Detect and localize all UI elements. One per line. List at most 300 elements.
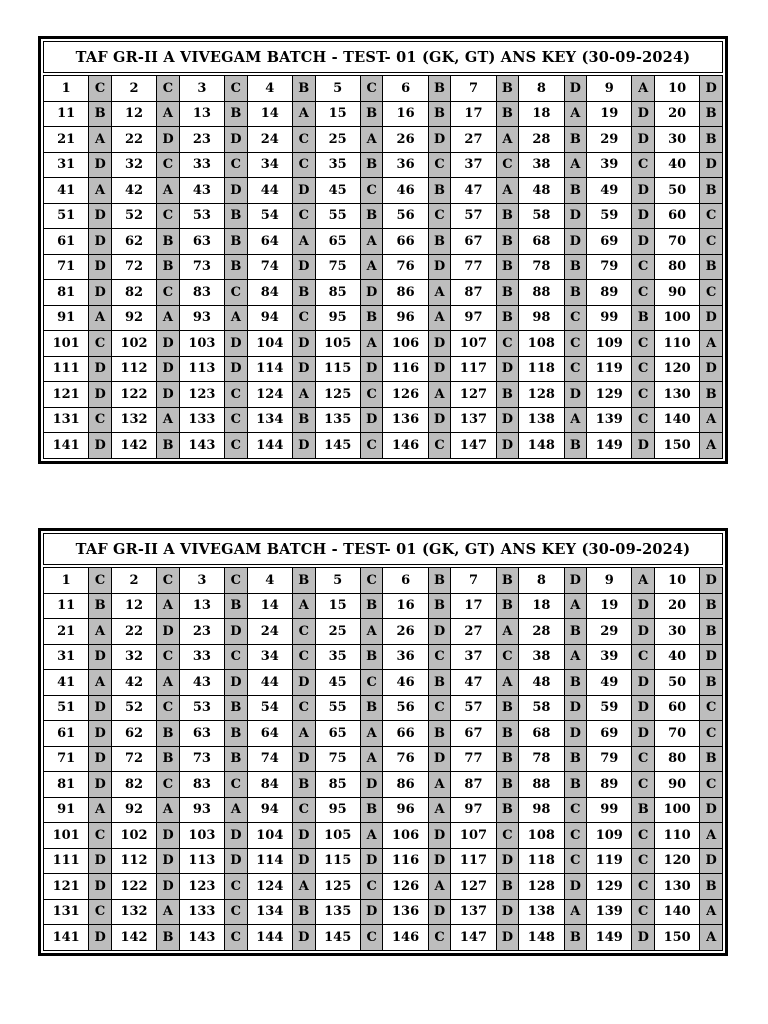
answer-option-cell: A [496, 178, 519, 204]
question-number-cell: 138 [519, 407, 564, 433]
question-number-cell: 109 [587, 823, 632, 849]
question-number-cell: 112 [111, 848, 156, 874]
question-number-cell: 22 [111, 127, 156, 153]
answer-option-cell: D [564, 721, 587, 747]
answer-option-cell: A [360, 721, 383, 747]
answer-row [44, 593, 723, 619]
question-number-cell: 92 [111, 797, 156, 823]
answer-option-cell: C [225, 874, 248, 900]
answer-row [44, 101, 723, 127]
answer-option-cell: D [428, 331, 451, 357]
question-number-cell: 58 [519, 203, 564, 229]
answer-option-cell: B [360, 152, 383, 178]
answer-option-cell: A [700, 823, 723, 849]
question-number-cell: 137 [451, 899, 496, 925]
answer-option-cell: C [225, 644, 248, 670]
answer-option-cell: D [428, 254, 451, 280]
answer-option-cell: D [225, 823, 248, 849]
answer-option-cell: B [564, 925, 587, 951]
answer-option-cell: B [700, 178, 723, 204]
answer-option-cell: A [700, 331, 723, 357]
question-number-cell: 119 [587, 848, 632, 874]
answer-option-cell: D [496, 407, 519, 433]
answer-option-cell: C [632, 331, 655, 357]
question-number-cell: 145 [315, 433, 360, 459]
question-number-cell: 143 [179, 433, 224, 459]
question-number-cell: 3 [179, 568, 224, 594]
question-number-cell: 119 [587, 356, 632, 382]
question-number-cell: 113 [179, 848, 224, 874]
question-number-cell: 117 [451, 356, 496, 382]
question-number-cell: 100 [655, 305, 700, 331]
answer-option-cell: B [564, 127, 587, 153]
answer-row [44, 127, 723, 153]
question-number-cell: 35 [315, 644, 360, 670]
question-number-cell: 86 [383, 772, 428, 798]
answer-option-cell: C [632, 823, 655, 849]
question-number-cell: 111 [44, 356, 89, 382]
answer-option-cell: D [632, 721, 655, 747]
answer-option-cell: D [360, 772, 383, 798]
question-number-cell: 45 [315, 670, 360, 696]
question-number-cell: 79 [587, 746, 632, 772]
answer-option-cell: A [496, 127, 519, 153]
answer-option-cell: C [632, 746, 655, 772]
question-number-cell: 98 [519, 305, 564, 331]
answer-option-cell: D [700, 152, 723, 178]
question-number-cell: 146 [383, 433, 428, 459]
answer-option-cell: C [157, 76, 180, 102]
question-number-cell: 75 [315, 254, 360, 280]
question-number-cell: 114 [247, 356, 292, 382]
question-number-cell: 97 [451, 797, 496, 823]
question-number-cell: 48 [519, 178, 564, 204]
question-number-cell: 6 [383, 76, 428, 102]
question-number-cell: 127 [451, 874, 496, 900]
question-number-cell: 25 [315, 619, 360, 645]
question-number-cell: 94 [247, 305, 292, 331]
question-number-cell: 104 [247, 331, 292, 357]
question-number-cell: 60 [655, 695, 700, 721]
question-number-cell: 134 [247, 407, 292, 433]
question-number-cell: 124 [247, 874, 292, 900]
question-number-cell: 62 [111, 721, 156, 747]
question-number-cell: 83 [179, 772, 224, 798]
question-number-cell: 73 [179, 254, 224, 280]
question-number-cell: 140 [655, 407, 700, 433]
answer-option-cell: D [632, 670, 655, 696]
question-number-cell: 130 [655, 874, 700, 900]
answer-option-cell: D [632, 178, 655, 204]
answer-option-cell: B [700, 874, 723, 900]
answer-option-cell: C [428, 925, 451, 951]
question-number-cell: 30 [655, 127, 700, 153]
question-number-cell: 26 [383, 127, 428, 153]
question-number-cell: 14 [247, 101, 292, 127]
question-number-cell: 45 [315, 178, 360, 204]
answer-option-cell: D [564, 76, 587, 102]
question-number-cell: 129 [587, 382, 632, 408]
answer-option-cell: D [564, 695, 587, 721]
answer-option-cell: B [360, 797, 383, 823]
answer-option-cell: A [564, 593, 587, 619]
question-number-cell: 66 [383, 229, 428, 255]
answer-option-cell: A [700, 899, 723, 925]
answer-option-cell: D [496, 925, 519, 951]
question-number-cell: 140 [655, 899, 700, 925]
question-number-cell: 89 [587, 772, 632, 798]
answer-option-cell: D [632, 127, 655, 153]
answer-option-cell: A [428, 280, 451, 306]
question-number-cell: 132 [111, 407, 156, 433]
question-number-cell: 74 [247, 746, 292, 772]
question-number-cell: 139 [587, 407, 632, 433]
question-number-cell: 5 [315, 76, 360, 102]
question-number-cell: 113 [179, 356, 224, 382]
answer-option-cell: D [225, 848, 248, 874]
question-number-cell: 124 [247, 382, 292, 408]
question-number-cell: 8 [519, 76, 564, 102]
answer-option-cell: C [292, 797, 315, 823]
answer-key-card-2 [38, 528, 728, 956]
question-number-cell: 17 [451, 101, 496, 127]
question-number-cell: 53 [179, 695, 224, 721]
question-number-cell: 3 [179, 76, 224, 102]
answer-option-cell: C [157, 695, 180, 721]
question-number-cell: 98 [519, 797, 564, 823]
answer-option-cell: D [225, 331, 248, 357]
question-number-cell: 123 [179, 874, 224, 900]
answer-option-cell: C [225, 899, 248, 925]
question-number-cell: 91 [44, 305, 89, 331]
question-number-cell: 80 [655, 254, 700, 280]
answer-option-cell: B [157, 433, 180, 459]
answer-option-cell: C [225, 152, 248, 178]
answer-option-cell: C [89, 76, 112, 102]
question-number-cell: 70 [655, 721, 700, 747]
question-number-cell: 95 [315, 305, 360, 331]
question-number-cell: 122 [111, 874, 156, 900]
question-number-cell: 131 [44, 407, 89, 433]
question-number-cell: 88 [519, 280, 564, 306]
question-number-cell: 134 [247, 899, 292, 925]
answer-option-cell: A [360, 127, 383, 153]
question-number-cell: 15 [315, 593, 360, 619]
answer-option-cell: D [564, 229, 587, 255]
answer-option-cell: C [360, 568, 383, 594]
answer-option-cell: D [89, 152, 112, 178]
answer-option-cell: C [360, 670, 383, 696]
answer-option-cell: A [360, 229, 383, 255]
question-number-cell: 77 [451, 746, 496, 772]
question-number-cell: 93 [179, 305, 224, 331]
answer-option-cell: D [700, 644, 723, 670]
question-number-cell: 35 [315, 152, 360, 178]
question-number-cell: 116 [383, 848, 428, 874]
answer-option-cell: C [360, 76, 383, 102]
answer-option-cell: A [157, 670, 180, 696]
question-number-cell: 23 [179, 619, 224, 645]
question-number-cell: 118 [519, 356, 564, 382]
question-number-cell: 97 [451, 305, 496, 331]
answer-option-cell: C [700, 695, 723, 721]
question-number-cell: 102 [111, 823, 156, 849]
question-number-cell: 136 [383, 407, 428, 433]
answer-option-cell: C [700, 203, 723, 229]
answer-option-cell: D [700, 848, 723, 874]
answer-option-cell: B [496, 721, 519, 747]
answer-option-cell: A [564, 101, 587, 127]
answer-option-cell: C [428, 203, 451, 229]
question-number-cell: 4 [247, 76, 292, 102]
question-number-cell: 135 [315, 899, 360, 925]
question-number-cell: 12 [111, 101, 156, 127]
answer-option-cell: D [632, 433, 655, 459]
answer-option-cell: A [700, 407, 723, 433]
question-number-cell: 78 [519, 254, 564, 280]
answer-option-cell: D [292, 925, 315, 951]
question-number-cell: 9 [587, 76, 632, 102]
answer-option-cell: B [564, 746, 587, 772]
answer-option-cell: B [360, 305, 383, 331]
question-number-cell: 106 [383, 331, 428, 357]
answer-option-cell: B [564, 433, 587, 459]
question-number-cell: 46 [383, 670, 428, 696]
answer-option-cell: B [428, 721, 451, 747]
question-number-cell: 141 [44, 433, 89, 459]
question-number-cell: 10 [655, 568, 700, 594]
question-number-cell: 150 [655, 925, 700, 951]
answer-option-cell: D [632, 619, 655, 645]
question-number-cell: 120 [655, 356, 700, 382]
answer-option-cell: B [157, 721, 180, 747]
answer-option-cell: A [157, 899, 180, 925]
answer-option-cell: C [292, 305, 315, 331]
answer-option-cell: A [428, 797, 451, 823]
question-number-cell: 55 [315, 695, 360, 721]
answer-option-cell: D [496, 848, 519, 874]
question-number-cell: 149 [587, 925, 632, 951]
question-number-cell: 72 [111, 254, 156, 280]
question-number-cell: 26 [383, 619, 428, 645]
question-number-cell: 84 [247, 772, 292, 798]
answer-option-cell: B [700, 382, 723, 408]
question-number-cell: 10 [655, 76, 700, 102]
question-number-cell: 68 [519, 721, 564, 747]
question-number-cell: 76 [383, 746, 428, 772]
question-number-cell: 44 [247, 670, 292, 696]
answer-row [44, 644, 723, 670]
answer-option-cell: D [292, 746, 315, 772]
answer-option-cell: A [157, 305, 180, 331]
question-number-cell: 116 [383, 356, 428, 382]
question-number-cell: 36 [383, 152, 428, 178]
answer-option-cell: C [225, 280, 248, 306]
answer-row [44, 823, 723, 849]
question-number-cell: 96 [383, 305, 428, 331]
answer-option-cell: A [225, 797, 248, 823]
question-number-cell: 81 [44, 280, 89, 306]
answer-option-cell: B [632, 305, 655, 331]
answer-option-cell: C [360, 874, 383, 900]
question-number-cell: 71 [44, 746, 89, 772]
question-number-cell: 65 [315, 721, 360, 747]
answer-row [44, 331, 723, 357]
answer-option-cell: B [496, 101, 519, 127]
question-number-cell: 33 [179, 152, 224, 178]
answer-option-cell: D [360, 848, 383, 874]
question-number-cell: 13 [179, 593, 224, 619]
answer-row [44, 254, 723, 280]
question-number-cell: 63 [179, 229, 224, 255]
question-number-cell: 136 [383, 899, 428, 925]
answer-option-cell: B [700, 746, 723, 772]
answer-row [44, 619, 723, 645]
answer-option-cell: C [225, 925, 248, 951]
answer-option-cell: D [428, 407, 451, 433]
answer-row [44, 433, 723, 459]
question-number-cell: 29 [587, 127, 632, 153]
question-number-cell: 87 [451, 772, 496, 798]
answer-row [44, 848, 723, 874]
answer-option-cell: D [428, 899, 451, 925]
answer-option-cell: B [496, 593, 519, 619]
question-number-cell: 51 [44, 203, 89, 229]
question-number-cell: 52 [111, 203, 156, 229]
answer-option-cell: B [428, 593, 451, 619]
answer-option-cell: A [292, 382, 315, 408]
question-number-cell: 85 [315, 772, 360, 798]
answer-option-cell: A [292, 101, 315, 127]
answer-option-cell: C [89, 899, 112, 925]
answer-option-cell: A [157, 178, 180, 204]
answer-option-cell: B [89, 593, 112, 619]
answer-option-cell: D [428, 356, 451, 382]
answer-option-cell: B [632, 797, 655, 823]
answer-option-cell: B [496, 254, 519, 280]
question-number-cell: 144 [247, 433, 292, 459]
answer-option-cell: A [360, 619, 383, 645]
answer-option-cell: D [89, 772, 112, 798]
answer-option-cell: D [292, 823, 315, 849]
answer-row [44, 76, 723, 102]
answer-option-cell: A [428, 874, 451, 900]
answer-option-cell: B [700, 670, 723, 696]
question-number-cell: 121 [44, 874, 89, 900]
question-number-cell: 76 [383, 254, 428, 280]
question-number-cell: 43 [179, 178, 224, 204]
question-number-cell: 5 [315, 568, 360, 594]
answer-row [44, 874, 723, 900]
answer-option-cell: D [157, 127, 180, 153]
answer-option-cell: D [157, 874, 180, 900]
question-number-cell: 54 [247, 203, 292, 229]
question-number-cell: 42 [111, 178, 156, 204]
answer-option-cell: A [157, 101, 180, 127]
answer-option-cell: D [632, 203, 655, 229]
answer-option-cell: D [360, 407, 383, 433]
answer-option-cell: B [225, 721, 248, 747]
question-number-cell: 103 [179, 823, 224, 849]
answer-option-cell: D [89, 229, 112, 255]
question-number-cell: 11 [44, 101, 89, 127]
answer-option-cell: C [292, 644, 315, 670]
question-number-cell: 142 [111, 433, 156, 459]
answer-option-cell: D [428, 746, 451, 772]
question-number-cell: 50 [655, 178, 700, 204]
question-number-cell: 48 [519, 670, 564, 696]
question-number-cell: 57 [451, 695, 496, 721]
answer-row [44, 356, 723, 382]
answer-row [44, 203, 723, 229]
answer-option-cell: C [292, 127, 315, 153]
answer-option-cell: D [225, 356, 248, 382]
answer-option-cell: C [157, 203, 180, 229]
question-number-cell: 90 [655, 772, 700, 798]
answer-option-cell: B [496, 568, 519, 594]
question-number-cell: 59 [587, 203, 632, 229]
question-number-cell: 80 [655, 746, 700, 772]
answer-option-cell: D [157, 823, 180, 849]
answer-row [44, 670, 723, 696]
question-number-cell: 139 [587, 899, 632, 925]
answer-option-cell: D [89, 644, 112, 670]
question-number-cell: 16 [383, 593, 428, 619]
answer-option-cell: C [700, 280, 723, 306]
question-number-cell: 115 [315, 356, 360, 382]
question-number-cell: 107 [451, 823, 496, 849]
answer-option-cell: B [428, 76, 451, 102]
answer-option-cell: C [496, 331, 519, 357]
question-number-cell: 53 [179, 203, 224, 229]
question-number-cell: 88 [519, 772, 564, 798]
question-number-cell: 84 [247, 280, 292, 306]
question-number-cell: 138 [519, 899, 564, 925]
answer-option-cell: B [496, 772, 519, 798]
question-number-cell: 87 [451, 280, 496, 306]
question-number-cell: 67 [451, 721, 496, 747]
answer-option-cell: D [360, 280, 383, 306]
answer-row [44, 772, 723, 798]
answer-option-cell: B [157, 229, 180, 255]
answer-option-cell: D [564, 203, 587, 229]
answer-option-cell: B [292, 407, 315, 433]
question-number-cell: 28 [519, 127, 564, 153]
answer-option-cell: B [700, 127, 723, 153]
answer-option-cell: C [700, 721, 723, 747]
question-number-cell: 19 [587, 101, 632, 127]
answer-option-cell: D [632, 593, 655, 619]
question-number-cell: 143 [179, 925, 224, 951]
answer-option-cell: B [225, 695, 248, 721]
question-number-cell: 25 [315, 127, 360, 153]
answer-option-cell: C [292, 695, 315, 721]
question-number-cell: 11 [44, 593, 89, 619]
answer-option-cell: A [89, 178, 112, 204]
question-number-cell: 19 [587, 593, 632, 619]
question-number-cell: 148 [519, 433, 564, 459]
question-number-cell: 111 [44, 848, 89, 874]
question-number-cell: 141 [44, 925, 89, 951]
answer-option-cell: B [428, 568, 451, 594]
question-number-cell: 60 [655, 203, 700, 229]
question-number-cell: 42 [111, 670, 156, 696]
answer-option-cell: C [496, 823, 519, 849]
question-number-cell: 63 [179, 721, 224, 747]
answer-option-cell: C [428, 152, 451, 178]
question-number-cell: 20 [655, 101, 700, 127]
answer-option-cell: B [564, 772, 587, 798]
